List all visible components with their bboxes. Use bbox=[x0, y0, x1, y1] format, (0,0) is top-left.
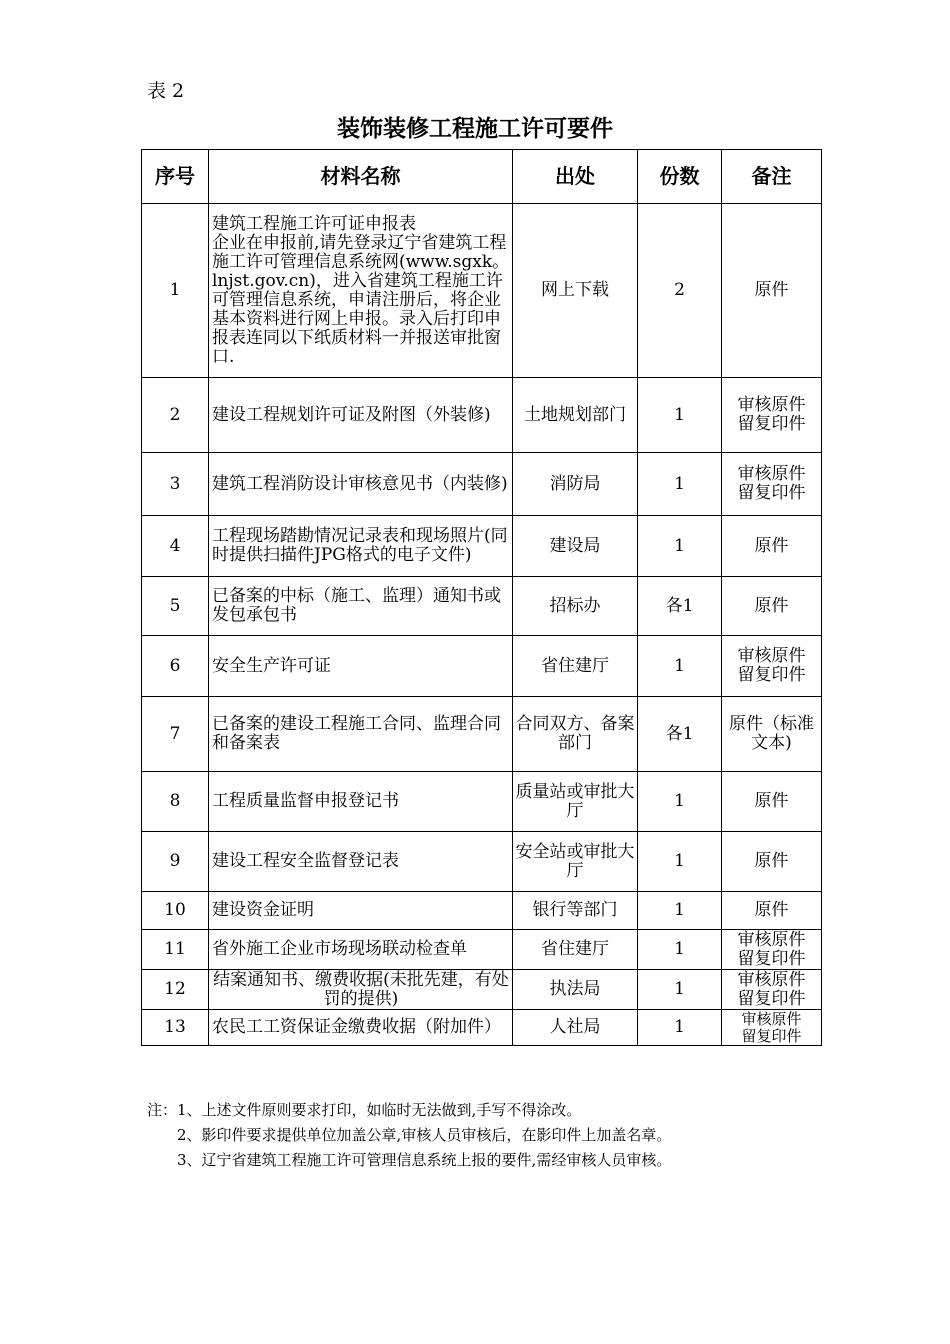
row-number-cell: 5 bbox=[142, 577, 209, 636]
material-name-cell: 建设工程规划许可证及附图（外装修) bbox=[209, 378, 513, 453]
table-row bbox=[142, 453, 822, 516]
note-2: 2、影印件要求提供单位加盖公章,审核人员审核后，在影印件上加盖名章。 bbox=[177, 1126, 672, 1144]
material-name-cell: 已备案的中标（施工、监理）通知书或发包承包书 bbox=[209, 577, 513, 636]
table-row bbox=[142, 930, 822, 970]
copies-cell: 1 bbox=[638, 378, 722, 453]
remark-cell: 审核原件 留复印件 bbox=[722, 1010, 822, 1046]
material-name-cell: 建设工程安全监督登记表 bbox=[209, 832, 513, 892]
material-name-cell: 工程质量监督申报登记书 bbox=[209, 772, 513, 832]
header-number: 序号 bbox=[142, 150, 209, 204]
table-label: 表 2 bbox=[147, 80, 185, 102]
row-number-cell: 7 bbox=[142, 697, 209, 772]
copies-cell: 1 bbox=[638, 930, 722, 970]
copies-cell: 1 bbox=[638, 1010, 722, 1046]
remark-cell: 原件 bbox=[722, 577, 822, 636]
header-remark: 备注 bbox=[722, 150, 822, 204]
document-title: 装饰装修工程施工许可要件 bbox=[337, 116, 613, 142]
source-cell: 安全站或审批大厅 bbox=[513, 832, 638, 892]
row-number-cell: 2 bbox=[142, 378, 209, 453]
source-cell: 银行等部门 bbox=[513, 892, 638, 930]
remark-cell: 原件 bbox=[722, 516, 822, 577]
remark-cell: 原件 bbox=[722, 832, 822, 892]
source-cell: 人社局 bbox=[513, 1010, 638, 1046]
row-number-cell: 12 bbox=[142, 970, 209, 1010]
remark-cell: 审核原件 留复印件 bbox=[722, 636, 822, 697]
source-cell: 质量站或审批大厅 bbox=[513, 772, 638, 832]
copies-cell: 1 bbox=[638, 970, 722, 1010]
material-name-cell: 农民工工资保证金缴费收据（附加件） bbox=[209, 1010, 513, 1046]
source-cell: 消防局 bbox=[513, 453, 638, 516]
remark-cell: 审核原件 留复印件 bbox=[722, 970, 822, 1010]
note-3: 3、辽宁省建筑工程施工许可管理信息系统上报的要件,需经审核人员审核。 bbox=[177, 1151, 672, 1169]
copies-cell: 1 bbox=[638, 772, 722, 832]
notes bbox=[147, 1098, 671, 1173]
row-number-cell: 13 bbox=[142, 1010, 209, 1046]
copies-cell: 1 bbox=[638, 516, 722, 577]
copies-cell: 2 bbox=[638, 204, 722, 378]
remark-cell: 审核原件 留复印件 bbox=[722, 378, 822, 453]
copies-cell: 1 bbox=[638, 453, 722, 516]
source-cell: 省住建厅 bbox=[513, 930, 638, 970]
table-row bbox=[142, 832, 822, 892]
material-name-cell: 建筑工程消防设计审核意见书（内装修) bbox=[209, 453, 513, 516]
table-row bbox=[142, 697, 822, 772]
table-header-row bbox=[142, 150, 822, 204]
source-cell: 建设局 bbox=[513, 516, 638, 577]
source-cell: 招标办 bbox=[513, 577, 638, 636]
row-number-cell: 8 bbox=[142, 772, 209, 832]
row-number-cell: 4 bbox=[142, 516, 209, 577]
row-number-cell: 11 bbox=[142, 930, 209, 970]
copies-cell: 1 bbox=[638, 892, 722, 930]
table-row bbox=[142, 1010, 822, 1046]
table-row bbox=[142, 577, 822, 636]
source-cell: 省住建厅 bbox=[513, 636, 638, 697]
row-number-cell: 6 bbox=[142, 636, 209, 697]
note-1: 注：1、上述文件原则要求打印，如临时无法做到,手写不得涂改。 bbox=[147, 1101, 582, 1119]
row-number-cell: 3 bbox=[142, 453, 209, 516]
source-cell: 合同双方、备案部门 bbox=[513, 697, 638, 772]
copies-cell: 1 bbox=[638, 636, 722, 697]
copies-cell: 1 bbox=[638, 832, 722, 892]
source-cell: 土地规划部门 bbox=[513, 378, 638, 453]
remark-cell: 审核原件 留复印件 bbox=[722, 930, 822, 970]
material-name-cell: 省外施工企业市场现场联动检查单 bbox=[209, 930, 513, 970]
material-name-cell: 工程现场踏勘情况记录表和现场照片(同时提供扫描件JPG格式的电子文件) bbox=[209, 516, 513, 577]
material-name-cell: 已备案的建设工程施工合同、监理合同和备案表 bbox=[209, 697, 513, 772]
copies-cell: 各1 bbox=[638, 697, 722, 772]
material-name-cell: 安全生产许可证 bbox=[209, 636, 513, 697]
material-name-cell: 建设资金证明 bbox=[209, 892, 513, 930]
remark-cell: 原件 bbox=[722, 772, 822, 832]
material-name-cell: 结案通知书、缴费收据(未批先建，有处罚的提供) bbox=[209, 970, 513, 1010]
source-cell: 网上下载 bbox=[513, 204, 638, 378]
remark-cell: 原件 bbox=[722, 892, 822, 930]
remark-cell: 原件（标准文本) bbox=[722, 697, 822, 772]
row-number-cell: 1 bbox=[142, 204, 209, 378]
remark-cell: 审核原件 留复印件 bbox=[722, 453, 822, 516]
header-source: 出处 bbox=[513, 150, 638, 204]
table-row bbox=[142, 892, 822, 930]
remark-cell: 原件 bbox=[722, 204, 822, 378]
table-row bbox=[142, 516, 822, 577]
requirements-table bbox=[141, 149, 822, 1046]
copies-cell: 各1 bbox=[638, 577, 722, 636]
header-material-name: 材料名称 bbox=[209, 150, 513, 204]
table-row bbox=[142, 636, 822, 697]
table-row bbox=[142, 970, 822, 1010]
table-row bbox=[142, 204, 822, 378]
header-copies: 份数 bbox=[638, 150, 722, 204]
material-name-cell: 建筑工程施工许可证申报表 企业在申报前,请先登录辽宁省建筑工程施工许可管理信息系统网(www.sgxk。lnjst.gov.cn)，进入省建筑工程施工许可管理信息系统，申请注册后，将企业基本资料进行网上申报。录入后打印申报表连同以下纸质材料一并报送审批窗口. bbox=[209, 204, 513, 378]
table-row bbox=[142, 378, 822, 453]
source-cell: 执法局 bbox=[513, 970, 638, 1010]
row-number-cell: 10 bbox=[142, 892, 209, 930]
table-row bbox=[142, 772, 822, 832]
row-number-cell: 9 bbox=[142, 832, 209, 892]
